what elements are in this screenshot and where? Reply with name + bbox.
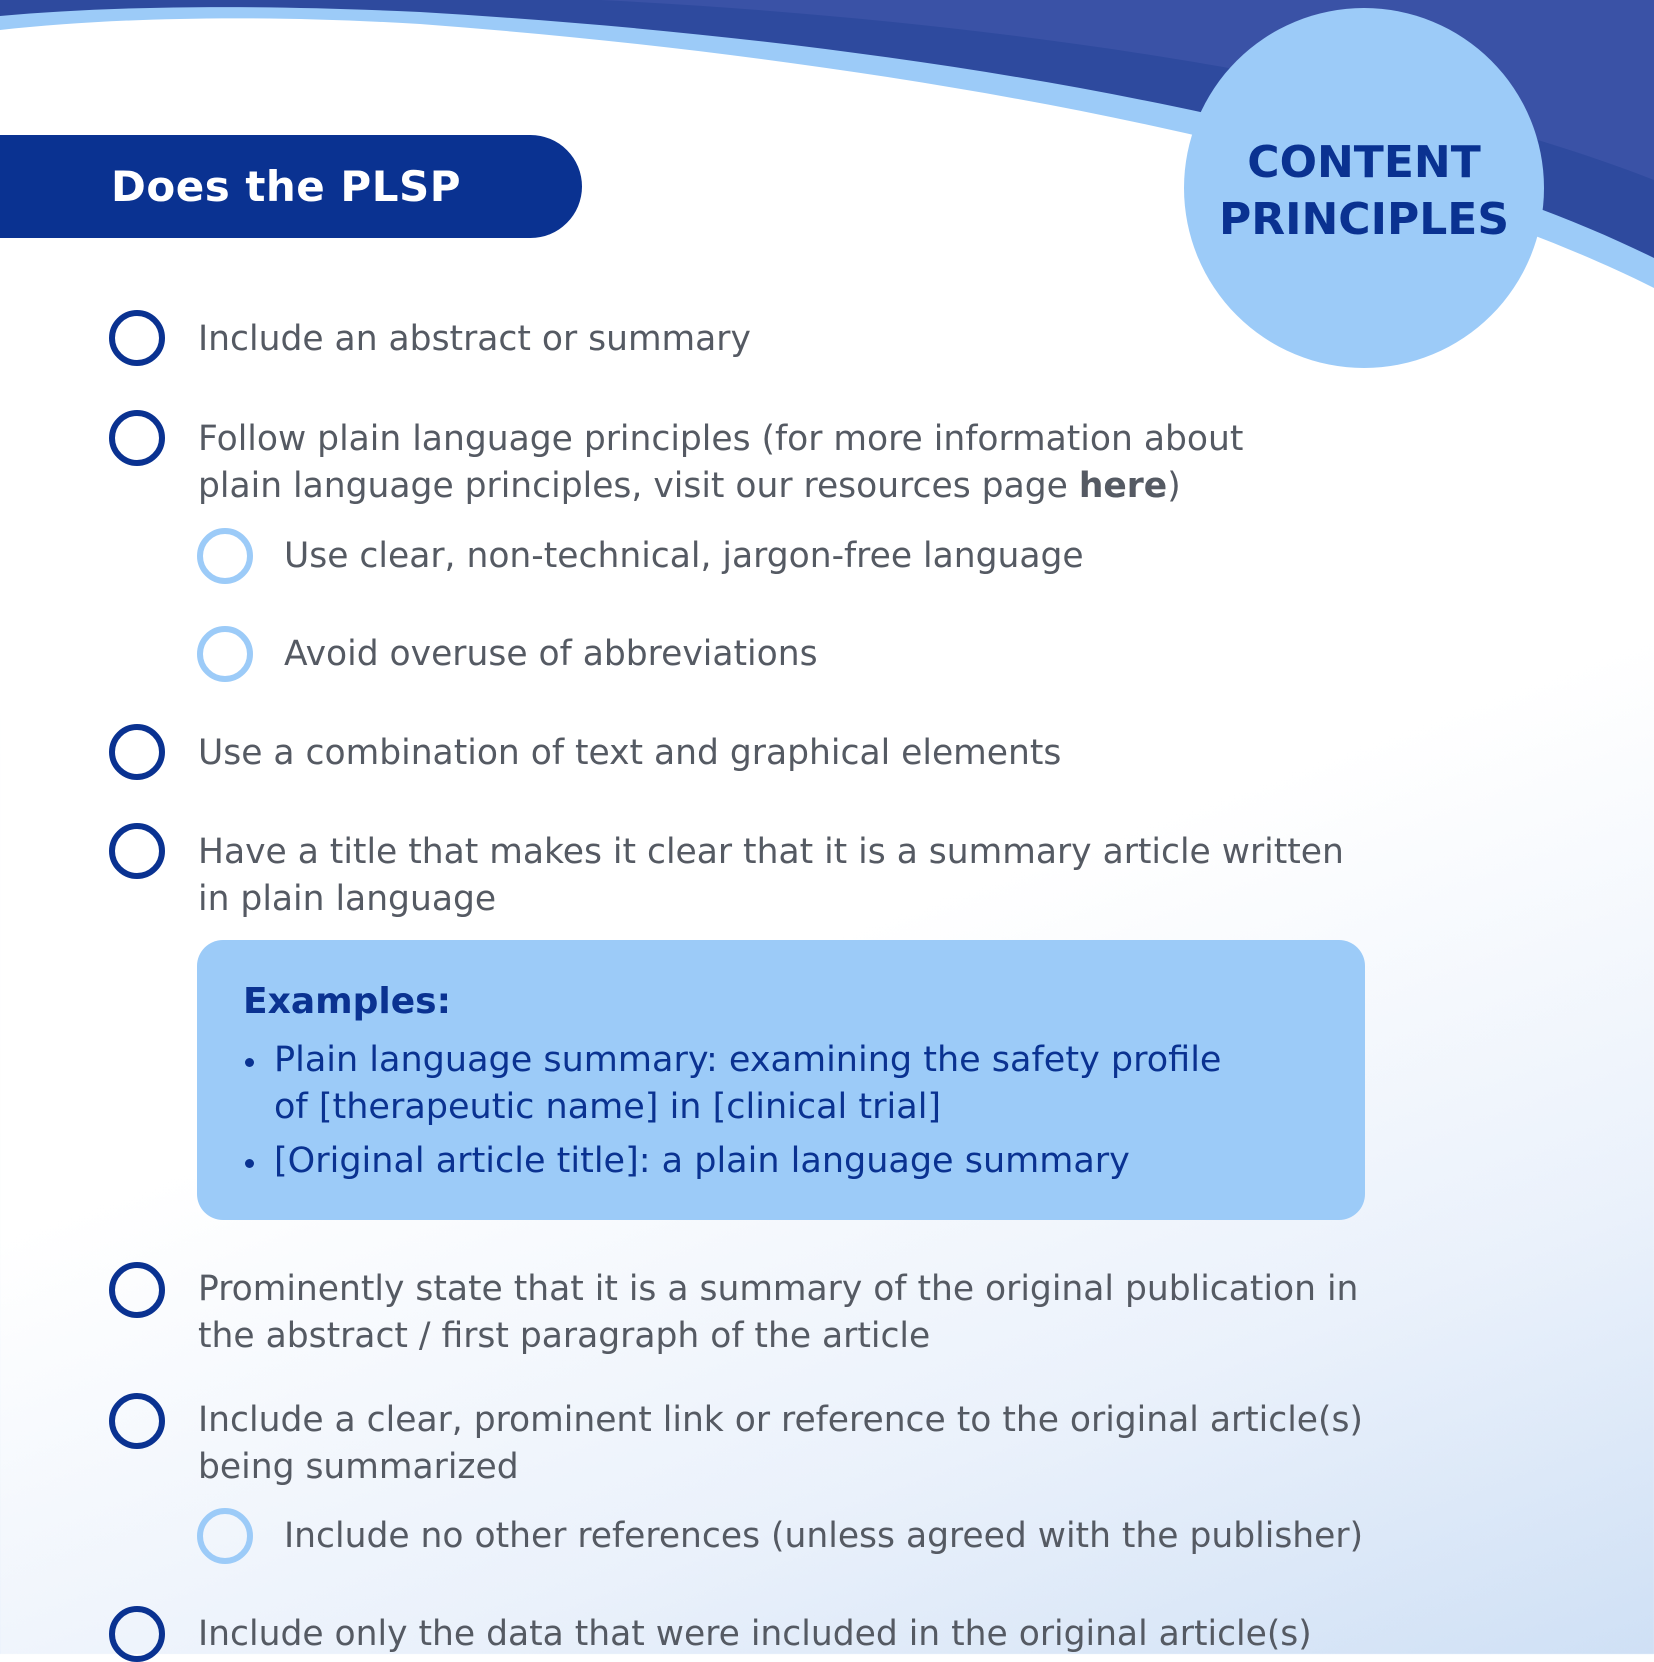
example-entry xyxy=(274,1138,1130,1185)
sub-checkbox-circle[interactable] xyxy=(197,528,253,584)
page-heading: Does the PLSP xyxy=(111,162,461,211)
item-text xyxy=(198,1266,1358,1360)
item-text xyxy=(284,533,1084,580)
resources-link[interactable]: here xyxy=(1078,466,1168,506)
checkbox-circle[interactable] xyxy=(109,724,165,780)
bullet-dot xyxy=(245,1159,254,1168)
bullet-dot xyxy=(245,1058,254,1067)
item-line: Include a clear, prominent link or reference to the original article(s) xyxy=(198,1400,1363,1440)
item-line: the abstract / first paragraph of the article xyxy=(198,1316,931,1356)
item-line: Follow plain language principles (for more information about xyxy=(198,419,1244,459)
item-line xyxy=(198,463,1243,510)
item-text xyxy=(198,1397,1363,1491)
example-line: Plain language summary: examining the safety profile xyxy=(274,1040,1222,1080)
item-line: Prominently state that it is a summary of the original publication in xyxy=(198,1269,1359,1309)
item-line: Include only the data that were included in the original article(s) xyxy=(198,1614,1312,1654)
item-text xyxy=(198,730,1061,777)
checkbox-circle[interactable] xyxy=(109,1393,165,1449)
sub-checkbox-circle[interactable] xyxy=(197,1508,253,1564)
examples-title: Examples: xyxy=(243,981,451,1022)
item-text xyxy=(284,631,818,678)
item-text xyxy=(198,829,1344,923)
item-line: Have a title that makes it clear that it is a summary article written xyxy=(198,832,1344,872)
item-line-prefix: plain language principles, visit our resources page xyxy=(198,466,1079,506)
badge-title xyxy=(1184,134,1544,248)
item-line: Include no other references (unless agreed with the publisher) xyxy=(284,1516,1364,1556)
badge-title-line1: CONTENT xyxy=(1247,137,1481,188)
item-line: Avoid overuse of abbreviations xyxy=(284,634,818,674)
item-line: in plain language xyxy=(198,879,497,919)
item-line: Use a combination of text and graphical elements xyxy=(198,733,1062,773)
item-line: Include an abstract or summary xyxy=(198,319,751,359)
checkbox-circle[interactable] xyxy=(109,410,165,466)
item-text xyxy=(284,1513,1363,1560)
item-line-suffix: ) xyxy=(1167,466,1181,506)
item-text xyxy=(198,1611,1312,1658)
item-text xyxy=(198,416,1243,510)
checkbox-circle[interactable] xyxy=(109,823,165,879)
checkbox-circle[interactable] xyxy=(109,310,165,366)
checkbox-circle[interactable] xyxy=(109,1262,165,1318)
sub-checkbox-circle[interactable] xyxy=(197,626,253,682)
example-line: [Original article title]: a plain language summary xyxy=(274,1141,1130,1181)
item-line: Use clear, non-technical, jargon-free language xyxy=(284,536,1084,576)
example-entry xyxy=(274,1037,1221,1131)
item-text xyxy=(198,316,751,363)
item-line: being summarized xyxy=(198,1447,519,1487)
example-line: of [therapeutic name] in [clinical trial] xyxy=(274,1087,942,1127)
badge-title-line2: PRINCIPLES xyxy=(1218,194,1510,245)
